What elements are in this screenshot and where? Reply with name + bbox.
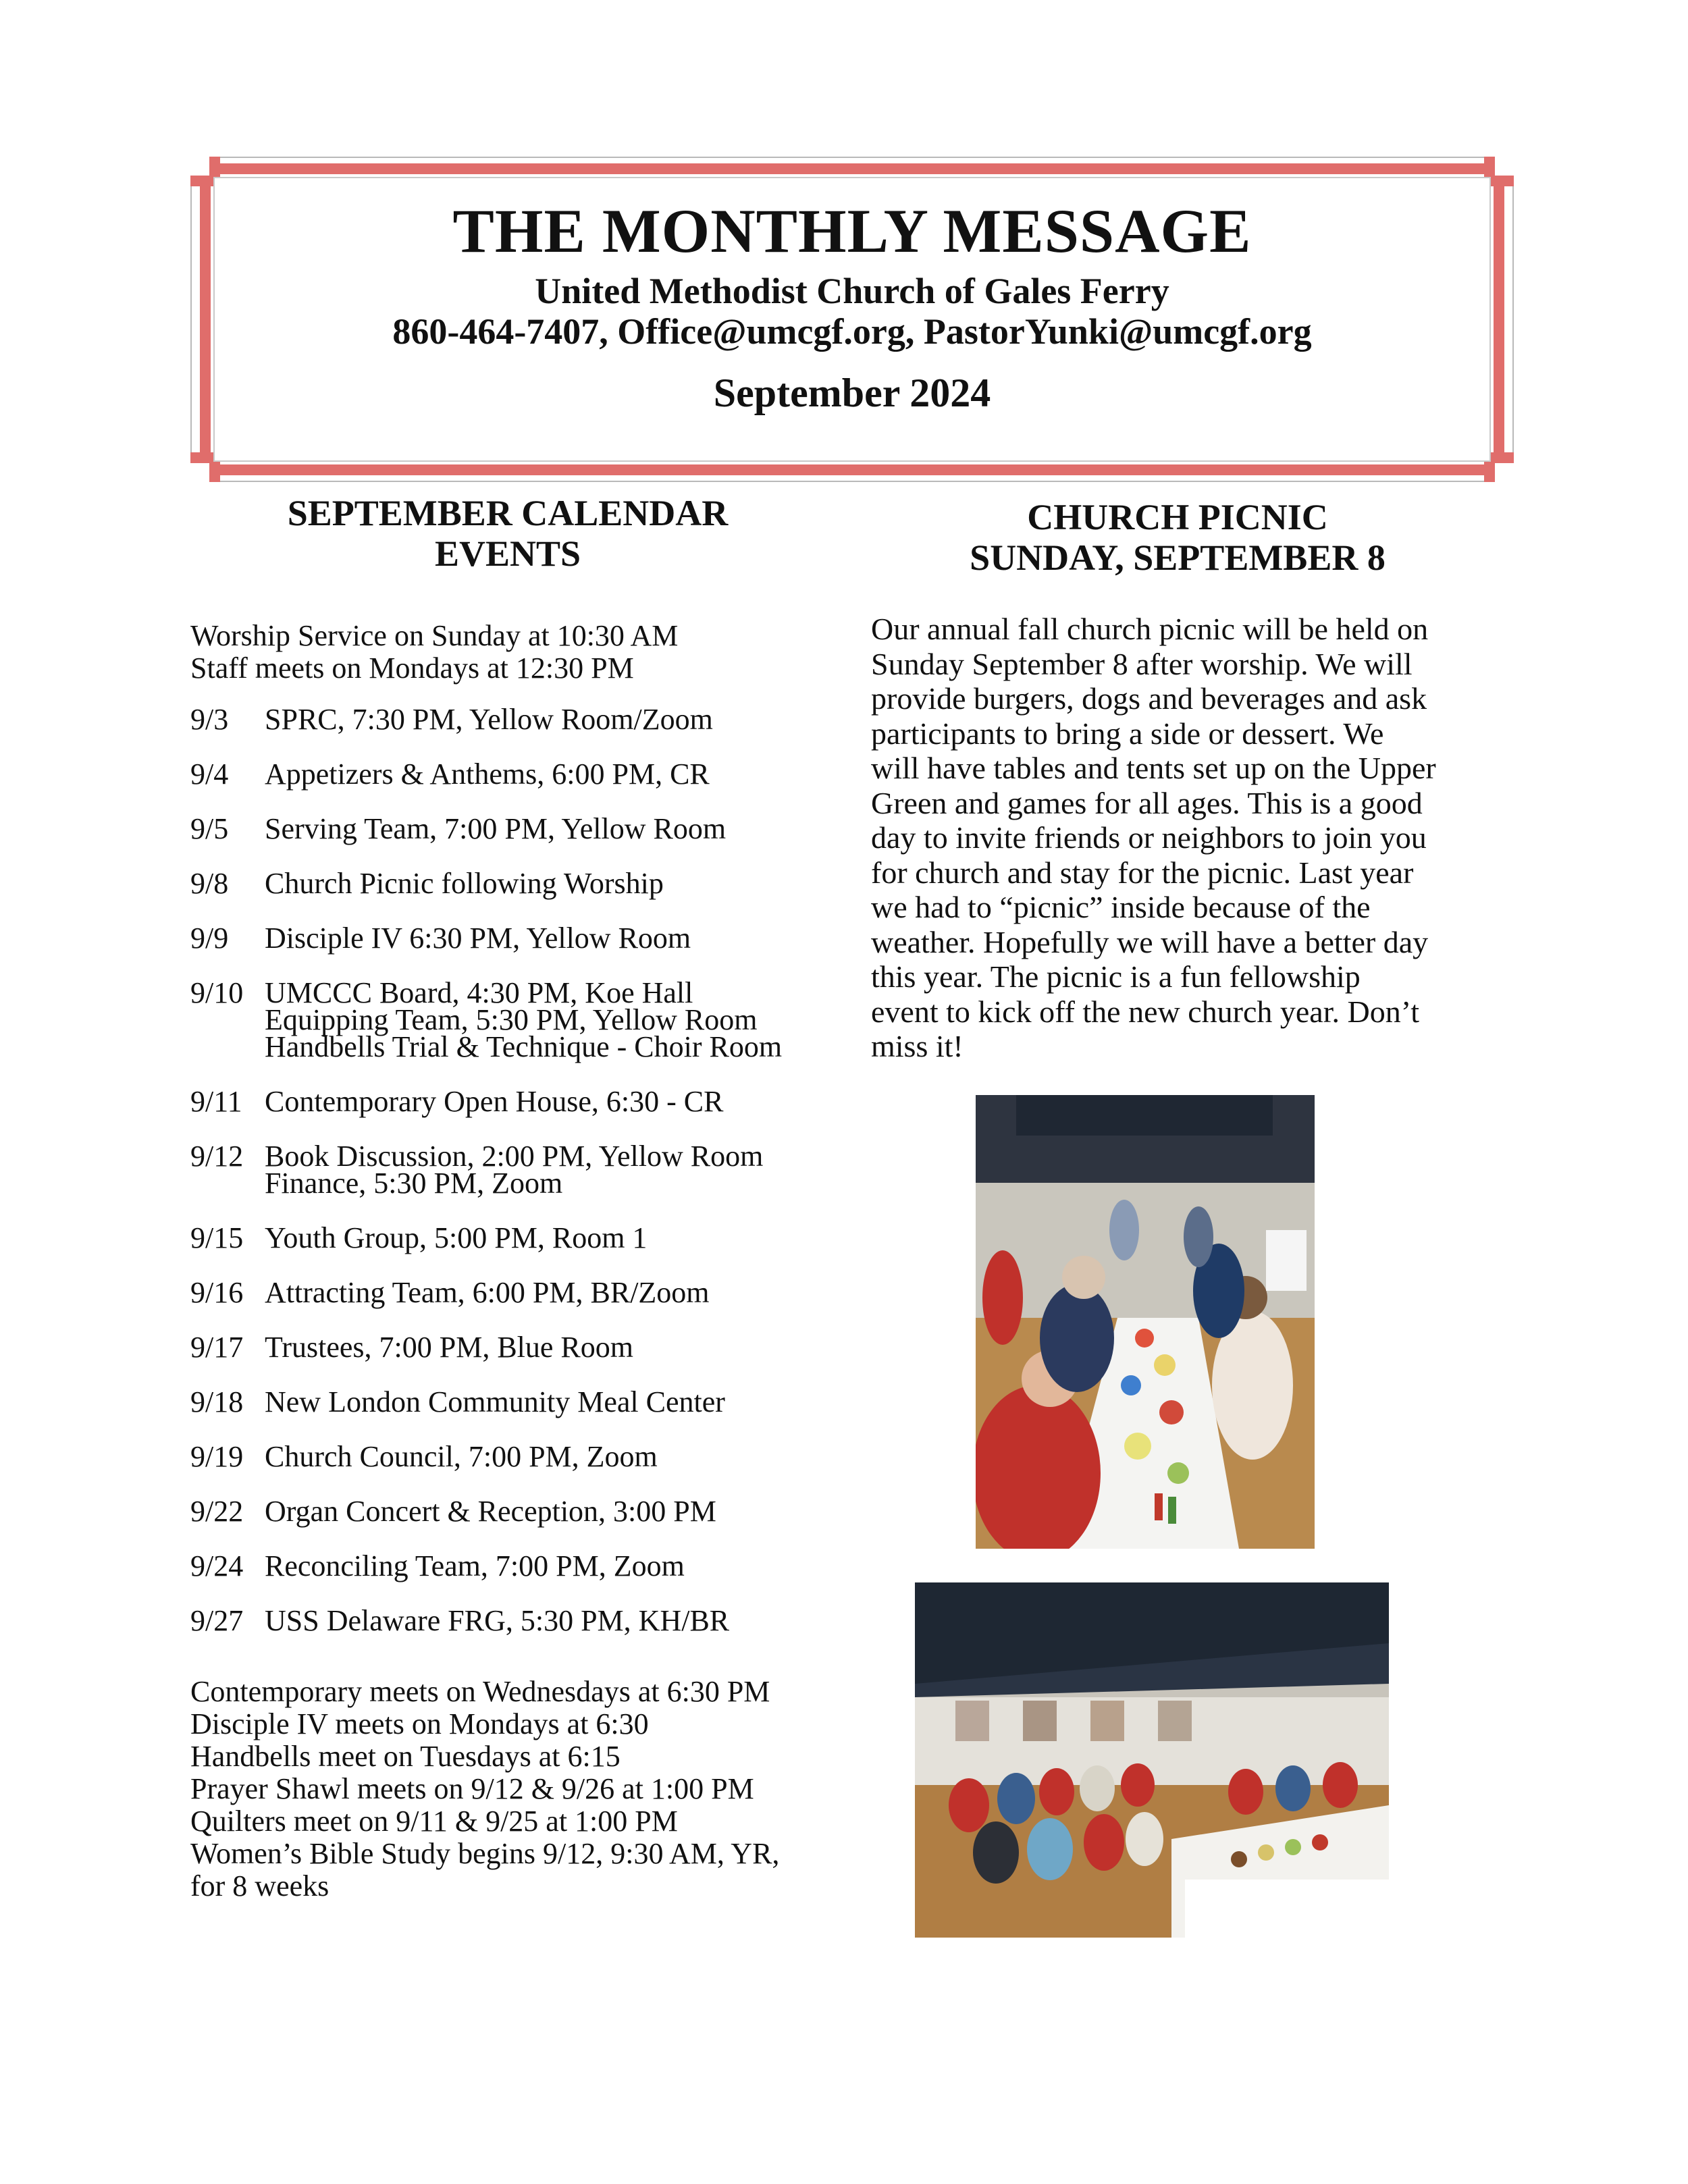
event-line: Organ Concert & Reception, 3:00 PM xyxy=(265,1495,716,1528)
note-item: Quilters meet on 9/11 & 9/25 at 1:00 PM xyxy=(190,1805,678,1838)
event-description xyxy=(265,1331,839,1364)
event-date: 9/24 xyxy=(190,1549,244,1582)
event-row xyxy=(190,757,839,791)
event-date: 9/3 xyxy=(190,703,229,736)
event-date: 9/10 xyxy=(190,976,244,1009)
event-row xyxy=(190,1385,839,1418)
event-line: Youth Group, 5:00 PM, Room 1 xyxy=(265,1221,648,1254)
event-description xyxy=(265,922,839,955)
event-row xyxy=(190,1331,839,1364)
note-item: for 8 weeks xyxy=(190,1869,329,1902)
event-row xyxy=(190,812,839,845)
note-item: Prayer Shawl meets on 9/12 & 9/26 at 1:00 PM xyxy=(190,1772,754,1805)
event-date: 9/16 xyxy=(190,1276,244,1309)
event-description xyxy=(265,757,839,791)
event-list xyxy=(190,703,839,1662)
recurring-notes xyxy=(190,1676,839,1902)
article-line: miss it! xyxy=(871,1029,964,1063)
contact-line: 860-464-7407, Office@umcgf.org, PastorYunki@umcgf.org xyxy=(392,311,1312,352)
event-date: 9/5 xyxy=(190,812,229,845)
event-description xyxy=(265,1276,839,1309)
standing-item: Staff meets on Mondays at 12:30 PM xyxy=(190,651,634,685)
event-line: Disciple IV 6:30 PM, Yellow Room xyxy=(265,922,691,955)
article-line: will have tables and tents set up on the Upper xyxy=(871,751,1436,785)
event-description xyxy=(265,1385,839,1418)
picnic-heading xyxy=(874,497,1481,578)
article-line: Sunday September 8 after worship. We will xyxy=(871,646,1413,681)
note-item: Contemporary meets on Wednesdays at 6:30 PM xyxy=(190,1675,770,1708)
event-row xyxy=(190,1140,839,1200)
event-row xyxy=(190,867,839,900)
event-description xyxy=(265,1140,839,1200)
event-row xyxy=(190,1276,839,1309)
event-line: Finance, 5:30 PM, Zoom xyxy=(265,1167,563,1200)
event-description xyxy=(265,1495,839,1528)
note-item: Women’s Bible Study begins 9/12, 9:30 AM, YR, xyxy=(190,1837,780,1870)
event-line: Church Council, 7:00 PM, Zoom xyxy=(265,1440,658,1473)
article-line: Green and games for all ages. This is a good xyxy=(871,785,1423,820)
event-description xyxy=(265,1440,839,1473)
event-line: Appetizers & Anthems, 6:00 PM, CR xyxy=(265,757,710,791)
event-line: Equipping Team, 5:30 PM, Yellow Room xyxy=(265,1003,758,1036)
calendar-heading-line: EVENTS xyxy=(434,533,581,574)
event-row xyxy=(190,1221,839,1254)
event-row xyxy=(190,1085,839,1118)
picnic-buffet-photo xyxy=(976,1095,1315,1549)
event-line: Church Picnic following Worship xyxy=(265,867,664,900)
standing-meetings xyxy=(190,620,678,685)
article-line: for church and stay for the picnic. Last year xyxy=(871,855,1414,890)
event-line: USS Delaware FRG, 5:30 PM, KH/BR xyxy=(265,1604,730,1637)
event-description xyxy=(265,1221,839,1254)
event-line: Book Discussion, 2:00 PM, Yellow Room xyxy=(265,1140,764,1173)
event-date: 9/19 xyxy=(190,1440,244,1473)
standing-item: Worship Service on Sunday at 10:30 AM xyxy=(190,619,679,652)
calendar-heading-line: SEPTEMBER CALENDAR xyxy=(287,493,729,533)
event-line: Serving Team, 7:00 PM, Yellow Room xyxy=(265,812,727,845)
event-description xyxy=(265,976,839,1063)
church-name: United Methodist Church of Gales Ferry xyxy=(535,271,1169,311)
issue-date: September 2024 xyxy=(713,371,991,415)
event-row xyxy=(190,976,839,1063)
newsletter-title: THE MONTHLY MESSAGE xyxy=(452,196,1252,265)
event-row xyxy=(190,1604,839,1637)
picnic-heading-line: SUNDAY, SEPTEMBER 8 xyxy=(970,537,1386,578)
event-description xyxy=(265,1604,839,1637)
event-line: New London Community Meal Center xyxy=(265,1385,725,1418)
event-date: 9/4 xyxy=(190,757,229,791)
event-row xyxy=(190,922,839,955)
note-item: Handbells meet on Tuesdays at 6:15 xyxy=(190,1740,621,1773)
article-line: weather. Hopefully we will have a better day xyxy=(871,924,1429,959)
event-description xyxy=(265,1549,839,1582)
event-date: 9/12 xyxy=(190,1140,244,1173)
event-date: 9/22 xyxy=(190,1495,244,1528)
picnic-section xyxy=(871,497,1519,1063)
event-row xyxy=(190,703,839,736)
article-line: this year. The picnic is a fun fellowship xyxy=(871,959,1361,994)
event-line: SPRC, 7:30 PM, Yellow Room/Zoom xyxy=(265,703,713,736)
event-description xyxy=(265,1085,839,1118)
event-row xyxy=(190,1440,839,1473)
note-item: Disciple IV meets on Mondays at 6:30 xyxy=(190,1707,649,1740)
event-date: 9/11 xyxy=(190,1085,242,1118)
event-line: Handbells Trial & Technique - Choir Room xyxy=(265,1030,783,1063)
event-date: 9/27 xyxy=(190,1604,244,1637)
masthead xyxy=(190,157,1514,482)
event-row xyxy=(190,1549,839,1582)
event-line: Contemporary Open House, 6:30 - CR xyxy=(265,1085,724,1118)
event-date: 9/18 xyxy=(190,1385,244,1418)
event-date: 9/9 xyxy=(190,922,229,955)
event-date: 9/15 xyxy=(190,1221,244,1254)
article-line: we had to “picnic” inside because of the xyxy=(871,890,1371,924)
event-row xyxy=(190,1495,839,1528)
article-line: day to invite friends or neighbors to join you xyxy=(871,820,1427,855)
picnic-article xyxy=(871,612,1519,1064)
calendar-section xyxy=(190,493,825,1902)
event-description xyxy=(265,703,839,736)
event-line: UMCCC Board, 4:30 PM, Koe Hall xyxy=(265,976,693,1009)
event-description xyxy=(265,867,839,900)
event-line: Reconciling Team, 7:00 PM, Zoom xyxy=(265,1549,685,1582)
calendar-heading xyxy=(190,493,825,574)
fellowship-hall-photo xyxy=(915,1582,1389,1938)
article-line: participants to bring a side or dessert. We xyxy=(871,716,1384,751)
event-description xyxy=(265,812,839,845)
event-date: 9/17 xyxy=(190,1331,244,1364)
article-line: provide burgers, dogs and beverages and ask xyxy=(871,681,1427,716)
event-line: Trustees, 7:00 PM, Blue Room xyxy=(265,1331,634,1364)
picnic-heading-line: CHURCH PICNIC xyxy=(1027,497,1328,537)
article-line: event to kick off the new church year. Don’t xyxy=(871,994,1419,1029)
event-date: 9/8 xyxy=(190,867,229,900)
event-line: Attracting Team, 6:00 PM, BR/Zoom xyxy=(265,1276,710,1309)
article-line: Our annual fall church picnic will be held on xyxy=(871,612,1429,646)
